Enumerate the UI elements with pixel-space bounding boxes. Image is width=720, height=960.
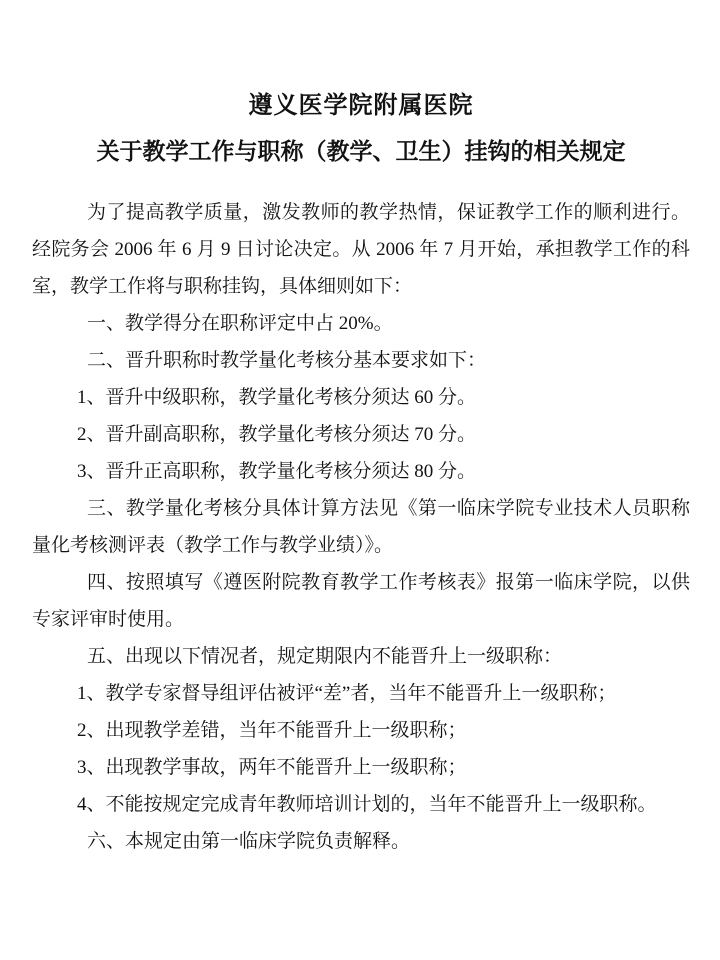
regulation-item-1: 一、教学得分在职称评定中占 20%。 [87, 313, 393, 334]
intro-paragraph: 为了提高教学质量，激发教师的教学热情，保证教学工作的顺利进行。经院务会 2006 年 6 月 9 日讨论决定。从 2006 年 7 月开始，承担教学工作的科室，教学工作将与职称挂钩，具体细则如下： [32, 202, 690, 297]
regulation-item-2-1: 1、晋升中级职称，教学量化考核分须达 60 分。 [77, 387, 477, 408]
regulation-item-2-2: 2、晋升副高职称，教学量化考核分须达 70 分。 [77, 424, 477, 445]
regulation-item-2: 二、晋升职称时教学量化考核分基本要求如下： [87, 350, 487, 371]
regulation-item-5: 五、出现以下情况者，规定期限内不能晋升上一级职称： [87, 646, 563, 667]
regulation-item-5-1: 1、教学专家督导组评估被评“差”者，当年不能晋升上一级职称； [77, 683, 617, 704]
regulation-item-3: 三、教学量化考核分具体计算方法见《第一临床学院专业技术人员职称量化考核测评表（教学工作与教学业绩）》。 [32, 498, 690, 556]
document-subject-title: 关于教学工作与职称（教学、卫生）挂钩的相关规定 [96, 139, 626, 164]
regulation-item-5-3: 3、出现教学事故，两年不能晋升上一级职称； [77, 757, 467, 778]
regulation-item-5-2: 2、出现教学差错，当年不能晋升上一级职称； [77, 720, 467, 741]
regulation-item-4: 四、按照填写《遵医附院教育教学工作考核表》报第一临床学院，以供专家评审时使用。 [32, 572, 690, 630]
regulation-item-5-4: 4、不能按规定完成青年教师培训计划的，当年不能晋升上一级职称。 [77, 794, 657, 815]
document-body [32, 194, 690, 860]
regulation-item-6: 六、本规定由第一临床学院负责解释。 [87, 831, 411, 852]
regulation-item-2-3: 3、晋升正高职称，教学量化考核分须达 80 分。 [77, 461, 477, 482]
document-org-title: 遵义医学院附属医院 [248, 93, 474, 119]
